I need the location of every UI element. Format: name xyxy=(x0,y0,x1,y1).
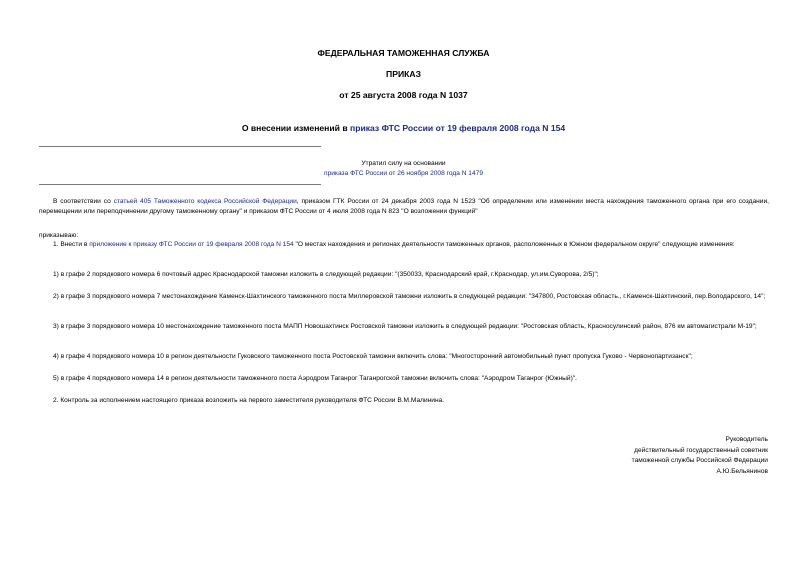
doc-title-prefix: О внесении изменений в xyxy=(241,123,350,133)
doc-title xyxy=(0,123,807,133)
separator-top xyxy=(39,146,321,147)
amended-order-link[interactable]: приказ ФТС России от 19 февраля 2008 года N 154 xyxy=(350,123,566,133)
signature-rank: действительный государственный советник xyxy=(634,446,768,454)
signature-block xyxy=(632,435,768,477)
preamble xyxy=(39,197,769,217)
signature-service: таможенной службы Российской Федерации xyxy=(631,457,768,464)
item-1-text-2: "О местах нахождения и регионах деятельности таможенных органов, расположенных в Южном федеральном округе" следующие изменения: xyxy=(293,241,735,248)
doc-type: ПРИКАЗ xyxy=(386,69,421,79)
status-line: Утратил силу на основании xyxy=(361,160,446,167)
separator-bottom xyxy=(39,184,321,185)
subitem-4: 4) в графе 4 порядкового номера 10 в регион деятельности Гуковского таможенного поста Ростовской таможни включить слова: "Многосторонний автомобильный пункт пропуска Гуково - Червонопартизанск"; xyxy=(53,353,693,360)
item-2: 2. Контроль за исполнением настоящего приказа возложить на первого заместителя руководителя ФТС России В.М.Малинина. xyxy=(53,397,445,404)
subitem-3: 3) в графе 3 порядкового номера 10 местонахождение таможенного поста МАПП Новошахтинск Ростовской таможни изложить в следующей редакции: "Ростовская область, Красносулинский район, 876 км автомагистрали М-19"; xyxy=(53,323,757,330)
item-1-text-1: 1. Внести в xyxy=(53,241,90,248)
preamble-text-2: , приказом ГТК России от 24 декабря 2003 года N 1523 "Об определении или изменении места нахождения таможенного органа при его создании, перемещении или переподчинении другому таможенному органу" и приказом ФТС России от 4 июля 2008 года N 823 "О возложении функций" xyxy=(39,198,769,215)
status-note xyxy=(0,159,807,179)
signature-position: Руководитель xyxy=(725,436,768,443)
subitem-2: 2) в графе 3 порядкового номера 7 местонахождение Каменск-Шахтинского таможенного поста Миллеровской таможни изложить в следующей редакции: "347800, Ростовская область., г.Каменск-Шахтинский, пер.Володарского, 14"; xyxy=(53,293,766,300)
item-1 xyxy=(39,240,769,250)
customs-code-link[interactable]: статьей 405 Таможенного кодекса Российской Федерации xyxy=(113,198,297,205)
doc-date-number: от 25 августа 2008 года N 1037 xyxy=(339,90,468,100)
repeal-order-link[interactable]: приказа ФТС России от 26 ноября 2008 года N 1479 xyxy=(324,170,483,177)
subitem-5: 5) в графе 4 порядкового номера 14 в регион деятельности таможенного поста Аэродром Таганрог Таганрогской таможни включить слова: "Аэродром Таганрог (Южный)". xyxy=(53,375,577,382)
signature-name: А.Ю.Бельянинов xyxy=(716,467,768,475)
subitem-1: 1) в графе 2 порядкового номера 6 почтовый адрес Краснодарской таможни изложить в следующей редакции: "(350033, Краснодарский край, г.Краснодар, ул.им.Суворова, 2/5)"; xyxy=(53,271,599,278)
preamble-text-1: В соответствии со xyxy=(53,198,114,205)
agency-title: ФЕДЕРАЛЬНАЯ ТАМОЖЕННАЯ СЛУЖБА xyxy=(317,48,490,58)
appendix-link[interactable]: приложение к приказу ФТС России от 19 февраля 2008 года N 154 xyxy=(89,241,294,248)
order-word: приказываю: xyxy=(39,232,79,239)
